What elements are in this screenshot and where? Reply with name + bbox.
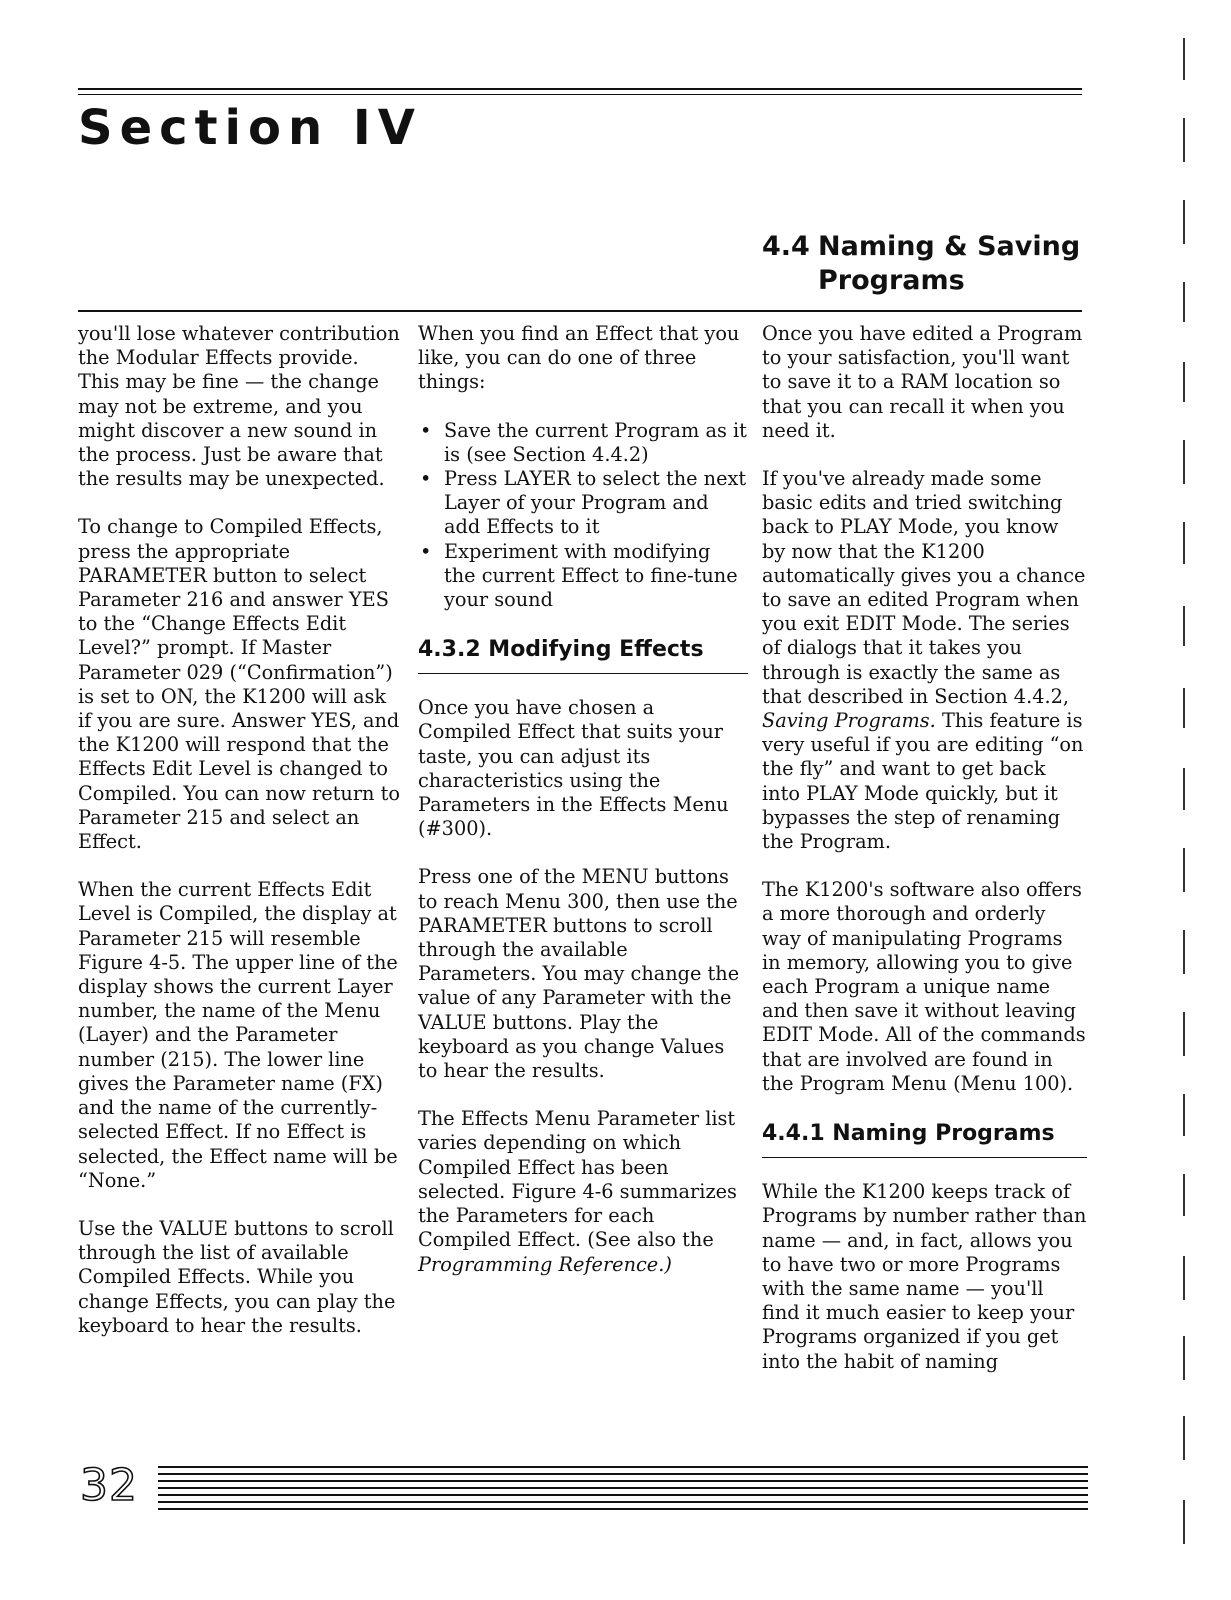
column-2 [418,322,748,1301]
footer-rule [158,1480,1088,1482]
section-title: Section IV [78,100,422,156]
header-rule-top [78,88,1082,90]
binding-mark [1183,1500,1185,1544]
heading-4-4-line1: Naming & Saving [818,231,1081,262]
binding-mark [1183,688,1185,728]
binding-mark [1183,282,1185,322]
heading-4-4-1: 4.4.1 Naming Programs [762,1120,1087,1158]
binding-mark [1183,200,1185,244]
column-1 [78,322,403,1362]
binding-mark [1183,38,1185,80]
col1-paragraph-1: you'll lose whatever contribution the Modular Effects provide. This may be fine — the change may not be extreme, and you might discover a new sound in the process. Just be aware that the results may be unexpected. [78,322,400,491]
binding-mark [1183,848,1185,892]
list-item: • Experiment with modifying the current Effect to fine-tune your sound [418,540,748,613]
col3-paragraph-3: The K1200's software also offers a more thorough and orderly way of manipulating Programs in memory, allowing you to give each Program a unique name and then save it without leaving EDIT Mode. All of the commands that are involved are found in the Program Menu (Menu 100). [762,878,1086,1095]
col1-paragraph-4: Use the VALUE buttons to scroll through the list of available Compiled Effects. While you change Effects, you can play the keyboard to hear the results. [78,1216,396,1337]
heading-4-4-number: 4.4 [762,231,810,262]
col2-paragraph-3: Press one of the MENU buttons to reach Menu 300, then use the PARAMETER buttons to scroll through the available Parameters. You may change the value of any Parameter with the VALUE buttons. Play the keyboard as you change Values to hear the results. [418,865,740,1083]
list-item: • Press LAYER to select the next Layer of your Program and add Effects to it [418,467,748,540]
col2-paragraph-2: Once you have chosen a Compiled Effect that suits your taste, you can adjust its characteristics using the Parameters in the Effects Menu (#300). [418,696,729,841]
col3-paragraph-2-text-a: If you've already made some basic edits and tried switching back to PLAY Mode, you know by now that the K1200 automatically gives you a chance to save an edited Program when you exit EDIT Mode. The series of dialogs that it takes you through is exactly the same as that described in Section 4.4.2, [762,467,1086,708]
header-rule-bottom [78,94,1082,95]
binding-mark [1183,522,1185,564]
binding-mark [1183,362,1185,402]
binding-mark [1183,1336,1185,1380]
col3-paragraph-2-text-b: This feature is very useful if you are editing “on the fly” and want to get back into PLAY Mode quickly, but it bypasses the step of renaming the Program. [762,709,1084,854]
list-item: • Save the current Program as it is (see Section 4.4.2) [418,419,748,467]
col3-paragraph-1: Once you have edited a Program to your satisfaction, you'll want to save it to a RAM location so that you can recall it when you need it. [762,322,1083,442]
footer-rule [158,1487,1088,1489]
saving-programs-reference: Saving Programs. [762,709,936,733]
binding-mark [1183,1256,1185,1300]
binding-mark [1183,768,1185,810]
heading-4-4 [762,230,1080,298]
footer-rule [158,1501,1088,1503]
binding-mark [1183,1012,1185,1056]
col2-paragraph-4 [418,1107,748,1276]
column-top-rule [78,310,1082,312]
col1-paragraph-2: To change to Compiled Effects, press the appropriate PARAMETER button to select Parameter 216 and answer YES to the “Change Effects Edit Level?” prompt. If Master Parameter 029 (“Confirmation”) is set to ON, the K1200 will ask if you are sure. Answer YES, and the K1200 will respond that the Effects Edit Level is changed to Compiled. You can now return to Parameter 215 and select an Effect. [78,515,400,854]
programming-reference-title: Programming Reference.) [418,1252,672,1276]
col3-paragraph-2 [762,467,1087,854]
col1-paragraph-3: When the current Effects Edit Level is Compiled, the display at Parameter 215 will resemble Figure 4-5. The upper line of the display shows the current Layer number, the name of the Menu (Layer) and the Parameter number (215). The lower line gives the Parameter name (FX) and the name of the currently-selected Effect. If no Effect is selected, the Effect name will be “None.” [78,878,398,1192]
binding-mark [1183,930,1185,974]
heading-4-3-2: 4.3.2 Modifying Effects [418,636,748,674]
page-number: 32 [80,1460,138,1511]
binding-mark [1183,606,1185,646]
col2-paragraph-1: When you find an Effect that you like, you can do one of three things: [418,322,740,394]
binding-mark [1183,1094,1185,1136]
binding-mark [1183,1174,1185,1216]
footer-rule [158,1466,1088,1468]
column-3 [762,322,1087,1398]
heading-4-4-line2: Programs [818,265,965,296]
footer-rule [158,1473,1088,1475]
binding-mark [1183,440,1185,484]
col2-paragraph-4-text: The Effects Menu Parameter list varies depending on which Compiled Effect has been selected. Figure 4-6 summarizes the Parameters for each Compiled Effect. (See also the [418,1107,737,1252]
binding-mark [1183,1416,1185,1460]
col3-paragraph-4: While the K1200 keeps track of Programs by number rather than name — and, in fact, allows you to have two or more Programs with the same name — you'll find it much easier to keep your Programs organized if you get into the habit of naming [762,1180,1087,1373]
binding-mark [1183,118,1185,162]
options-list [418,419,748,613]
footer-rule [158,1508,1088,1510]
footer-rule [158,1494,1088,1496]
